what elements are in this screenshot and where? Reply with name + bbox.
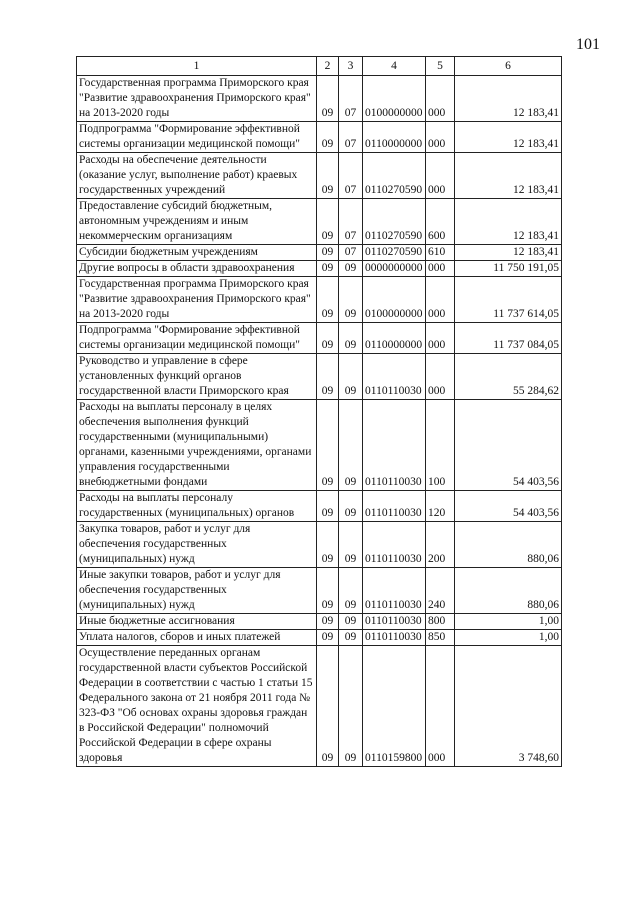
row-name-cell: Руководство и управление в сфере установленных функций органов государственной власти Приморского края [77,354,317,400]
table-row [77,354,562,400]
row-razdel-cell: 09 [317,568,339,614]
row-sum-cell: 880,06 [455,522,562,568]
table-row [77,522,562,568]
row-vr-cell: 800 [426,614,455,630]
row-name-cell: Субсидии бюджетным учреждениям [77,245,317,261]
table-row [77,76,562,122]
row-vr-cell: 000 [426,122,455,153]
row-sum-cell: 55 284,62 [455,354,562,400]
row-podrazdel-cell: 09 [339,354,363,400]
row-razdel-cell: 09 [317,614,339,630]
row-name-cell: Государственная программа Приморского края "Развитие здравоохранения Приморского края" на 2013-2020 годы [77,76,317,122]
budget-table [76,56,562,767]
row-podrazdel-cell: 09 [339,568,363,614]
row-name-cell: Подпрограмма "Формирование эффективной системы организации медицинской помощи" [77,122,317,153]
row-razdel-cell: 09 [317,245,339,261]
row-podrazdel-cell: 09 [339,630,363,646]
row-razdel-cell: 09 [317,277,339,323]
row-razdel-cell: 09 [317,199,339,245]
row-csr-cell: 0110000000 [363,122,426,153]
row-razdel-cell: 09 [317,354,339,400]
header-row [77,57,562,76]
row-csr-cell: 0110159800 [363,646,426,767]
header-col-3: 3 [339,57,363,76]
row-vr-cell: 000 [426,646,455,767]
row-podrazdel-cell: 07 [339,245,363,261]
row-name-cell: Государственная программа Приморского края "Развитие здравоохранения Приморского края" на 2013-2020 годы [77,277,317,323]
row-razdel-cell: 09 [317,630,339,646]
header-col-6: 6 [455,57,562,76]
row-vr-cell: 000 [426,323,455,354]
row-razdel-cell: 09 [317,646,339,767]
row-csr-cell: 0110270590 [363,153,426,199]
row-podrazdel-cell: 07 [339,122,363,153]
row-sum-cell: 11 737 614,05 [455,277,562,323]
row-podrazdel-cell: 07 [339,76,363,122]
row-razdel-cell: 09 [317,122,339,153]
row-csr-cell: 0110110030 [363,568,426,614]
table-row [77,491,562,522]
row-podrazdel-cell: 09 [339,277,363,323]
row-sum-cell: 12 183,41 [455,122,562,153]
row-podrazdel-cell: 09 [339,646,363,767]
row-podrazdel-cell: 07 [339,153,363,199]
row-csr-cell: 0110110030 [363,522,426,568]
row-sum-cell: 11 750 191,05 [455,261,562,277]
table-row [77,153,562,199]
row-name-cell: Уплата налогов, сборов и иных платежей [77,630,317,646]
table-row [77,568,562,614]
row-name-cell: Осуществление переданных органам государственной власти субъектов Российской Федерации в соответствии с частью 1 статьи 15 Федерального закона от 21 ноября 2011 года № 323-ФЗ "Об основах охраны здоровья граждан в Российской Федерации" полномочий Российской Федерации в сфере охраны здоровья [77,646,317,767]
table-body [77,76,562,767]
table-row [77,646,562,767]
header-col-4: 4 [363,57,426,76]
row-vr-cell: 000 [426,277,455,323]
row-name-cell: Подпрограмма "Формирование эффективной системы организации медицинской помощи" [77,323,317,354]
row-name-cell: Иные бюджетные ассигнования [77,614,317,630]
row-name-cell: Закупка товаров, работ и услуг для обеспечения государственных (муниципальных) нужд [77,522,317,568]
row-name-cell: Расходы на выплаты персоналу государственных (муниципальных) органов [77,491,317,522]
row-vr-cell: 200 [426,522,455,568]
row-csr-cell: 0110110030 [363,354,426,400]
row-sum-cell: 12 183,41 [455,245,562,261]
row-vr-cell: 100 [426,400,455,491]
row-vr-cell: 850 [426,630,455,646]
table-row [77,199,562,245]
row-vr-cell: 000 [426,261,455,277]
table-row [77,122,562,153]
table-row [77,277,562,323]
row-sum-cell: 12 183,41 [455,153,562,199]
row-podrazdel-cell: 09 [339,614,363,630]
table-row [77,245,562,261]
row-csr-cell: 0110270590 [363,199,426,245]
row-razdel-cell: 09 [317,491,339,522]
page-number: 101 [576,36,600,53]
row-csr-cell: 0100000000 [363,277,426,323]
row-podrazdel-cell: 09 [339,522,363,568]
table-row [77,261,562,277]
row-razdel-cell: 09 [317,400,339,491]
row-name-cell: Другие вопросы в области здравоохранения [77,261,317,277]
row-sum-cell: 54 403,56 [455,400,562,491]
row-sum-cell: 3 748,60 [455,646,562,767]
row-sum-cell: 54 403,56 [455,491,562,522]
row-csr-cell: 0110110030 [363,400,426,491]
row-vr-cell: 120 [426,491,455,522]
row-csr-cell: 0100000000 [363,76,426,122]
row-name-cell: Иные закупки товаров, работ и услуг для обеспечения государственных (муниципальных) нужд [77,568,317,614]
row-podrazdel-cell: 09 [339,323,363,354]
table-row [77,323,562,354]
row-name-cell: Предоставление субсидий бюджетным, автономным учреждениям и иным некоммерческим организациям [77,199,317,245]
row-podrazdel-cell: 09 [339,491,363,522]
row-name-cell: Расходы на выплаты персоналу в целях обеспечения выполнения функций государственными (муниципальными) органами, казенными учреждениями, органами управления государственными внебюджетными фондами [77,400,317,491]
row-sum-cell: 11 737 084,05 [455,323,562,354]
row-vr-cell: 000 [426,153,455,199]
row-sum-cell: 1,00 [455,630,562,646]
row-csr-cell: 0000000000 [363,261,426,277]
table-row [77,614,562,630]
row-sum-cell: 880,06 [455,568,562,614]
row-sum-cell: 1,00 [455,614,562,630]
row-sum-cell: 12 183,41 [455,76,562,122]
row-razdel-cell: 09 [317,522,339,568]
header-col-1: 1 [77,57,317,76]
row-podrazdel-cell: 07 [339,199,363,245]
row-razdel-cell: 09 [317,153,339,199]
row-csr-cell: 0110110030 [363,630,426,646]
row-name-cell: Расходы на обеспечение деятельности (оказание услуг, выполнение работ) краевых государственных учреждений [77,153,317,199]
row-csr-cell: 0110270590 [363,245,426,261]
row-razdel-cell: 09 [317,261,339,277]
row-vr-cell: 000 [426,76,455,122]
row-csr-cell: 0110000000 [363,323,426,354]
row-podrazdel-cell: 09 [339,400,363,491]
row-vr-cell: 240 [426,568,455,614]
row-razdel-cell: 09 [317,76,339,122]
row-csr-cell: 0110110030 [363,614,426,630]
row-vr-cell: 000 [426,354,455,400]
table-row [77,400,562,491]
row-podrazdel-cell: 09 [339,261,363,277]
row-vr-cell: 600 [426,199,455,245]
row-csr-cell: 0110110030 [363,491,426,522]
row-sum-cell: 12 183,41 [455,199,562,245]
table-row [77,630,562,646]
header-col-5: 5 [426,57,455,76]
row-vr-cell: 610 [426,245,455,261]
header-col-2: 2 [317,57,339,76]
row-razdel-cell: 09 [317,323,339,354]
